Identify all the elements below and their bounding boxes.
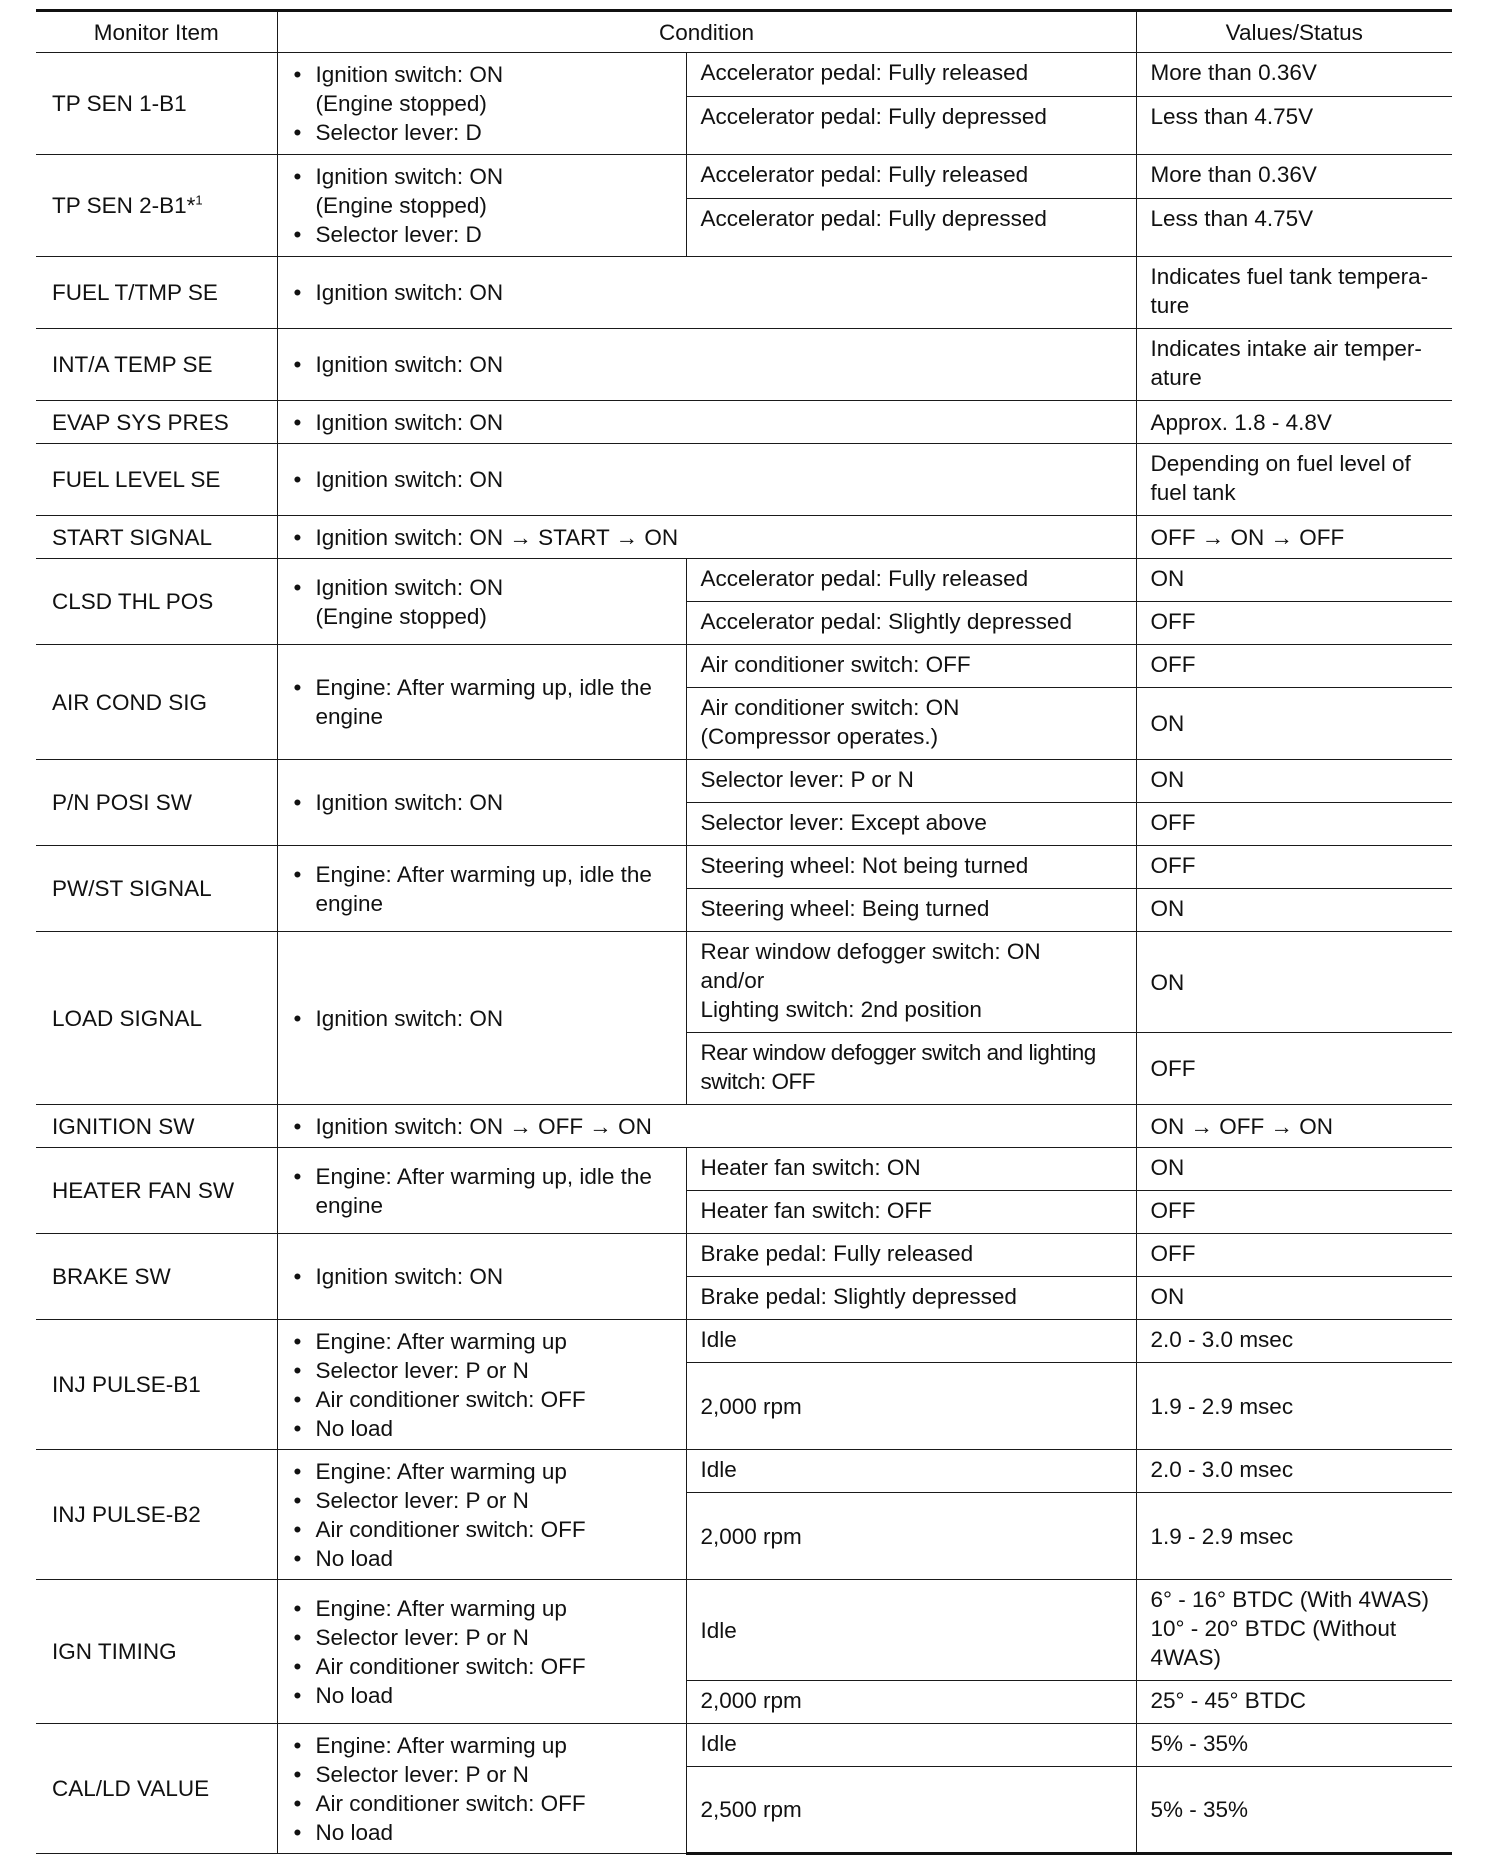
condition-bullet: • Air conditioner switch: OFF: [292, 1515, 672, 1544]
monitor-item: IGNITION SW: [36, 1105, 277, 1148]
condition-sub: 2,000 rpm: [686, 1363, 1136, 1450]
monitor-item: P/N POSI SW: [36, 760, 277, 846]
condition-bullet: • No load: [292, 1544, 672, 1573]
condition-sub: Accelerator pedal: Fully released: [686, 155, 1136, 199]
value-status: ON: [1136, 932, 1452, 1033]
table-row: [36, 932, 1452, 1033]
value-status: 2.0 - 3.0 msec: [1136, 1320, 1452, 1363]
value-status: OFF: [1136, 1191, 1452, 1234]
monitor-item: EVAP SYS PRES: [36, 401, 277, 444]
value-status: OFF → ON → OFF: [1136, 516, 1452, 559]
header-values-status: Values/Status: [1136, 11, 1452, 53]
table-row: [36, 444, 1452, 516]
table-row: [36, 846, 1452, 889]
monitor-item: START SIGNAL: [36, 516, 277, 559]
monitor-item: HEATER FAN SW: [36, 1148, 277, 1234]
table-row: [36, 645, 1452, 688]
table-row: [36, 1724, 1452, 1767]
value-status: 6° - 16° BTDC (With 4WAS) 10° - 20° BTDC (Without 4WAS): [1136, 1580, 1452, 1681]
condition-bullet: • Ignition switch: ON (Engine stopped): [292, 573, 672, 631]
condition-main: [277, 1320, 686, 1450]
condition-main: [277, 155, 686, 257]
condition-sub: Idle: [686, 1580, 1136, 1681]
condition-sub: 2,000 rpm: [686, 1681, 1136, 1724]
condition-main: [277, 257, 1136, 329]
monitor-item: FUEL LEVEL SE: [36, 444, 277, 516]
table-row: [36, 559, 1452, 602]
value-status: ON: [1136, 1148, 1452, 1191]
table-row: [36, 1148, 1452, 1191]
value-status: Approx. 1.8 - 4.8V: [1136, 401, 1452, 444]
condition-bullet: • Selector lever: D: [292, 118, 672, 147]
condition-bullet: • Engine: After warming up: [292, 1327, 672, 1356]
condition-bullet: • No load: [292, 1681, 672, 1710]
monitor-item: PW/ST SIGNAL: [36, 846, 277, 932]
table-row: [36, 760, 1452, 803]
condition-main: [277, 444, 1136, 516]
condition-sub: Air conditioner switch: ON (Compressor operates.): [686, 688, 1136, 760]
value-status: 5% - 35%: [1136, 1767, 1452, 1854]
condition-sub: Accelerator pedal: Slightly depressed: [686, 602, 1136, 645]
monitor-item: BRAKE SW: [36, 1234, 277, 1320]
table-row: [36, 155, 1452, 199]
condition-bullet: • Engine: After warming up: [292, 1457, 672, 1486]
condition-main: [277, 1234, 686, 1320]
condition-bullet: • Selector lever: P or N: [292, 1623, 672, 1652]
condition-sub: Brake pedal: Slightly depressed: [686, 1277, 1136, 1320]
value-status: ON: [1136, 889, 1452, 932]
condition-main: [277, 760, 686, 846]
value-status: 1.9 - 2.9 msec: [1136, 1363, 1452, 1450]
monitor-item: IGN TIMING: [36, 1580, 277, 1724]
condition-bullet: • Engine: After warming up, idle the engine: [292, 1162, 672, 1220]
condition-sub: Air conditioner switch: OFF: [686, 645, 1136, 688]
condition-bullet: • Engine: After warming up: [292, 1731, 672, 1760]
footnote-marker: 1: [195, 192, 203, 208]
value-status: OFF: [1136, 803, 1452, 846]
condition-bullet: • Selector lever: D: [292, 220, 672, 249]
condition-bullet: • Selector lever: P or N: [292, 1760, 672, 1789]
condition-sub: Accelerator pedal: Fully depressed: [686, 199, 1136, 257]
value-status: Indicates intake air temper- ature: [1136, 329, 1452, 401]
condition-main: [277, 1580, 686, 1724]
value-status: 2.0 - 3.0 msec: [1136, 1450, 1452, 1493]
value-status: ON → OFF → ON: [1136, 1105, 1452, 1148]
condition-main: [277, 846, 686, 932]
table-row: [36, 1450, 1452, 1493]
value-status: OFF: [1136, 645, 1452, 688]
condition-main: [277, 1148, 686, 1234]
condition-sub: Idle: [686, 1320, 1136, 1363]
monitor-item: TP SEN 1-B1: [36, 53, 277, 155]
condition-sub: 2,000 rpm: [686, 1493, 1136, 1580]
condition-bullet: • No load: [292, 1414, 672, 1443]
table-row: [36, 401, 1452, 444]
table-row: [36, 329, 1452, 401]
monitor-item: INJ PULSE-B2: [36, 1450, 277, 1580]
header-monitor-item: Monitor Item: [36, 11, 277, 53]
header-condition: Condition: [277, 11, 1136, 53]
value-status: OFF: [1136, 602, 1452, 645]
monitor-item: CAL/LD VALUE: [36, 1724, 277, 1854]
condition-main: [277, 559, 686, 645]
monitor-item: INJ PULSE-B1: [36, 1320, 277, 1450]
condition-bullet: • Selector lever: P or N: [292, 1356, 672, 1385]
condition-sub: Selector lever: P or N: [686, 760, 1136, 803]
condition-bullet: • Engine: After warming up, idle the engine: [292, 673, 672, 731]
condition-sub: Idle: [686, 1724, 1136, 1767]
condition-bullet: • Engine: After warming up: [292, 1594, 672, 1623]
monitor-item: FUEL T/TMP SE: [36, 257, 277, 329]
monitor-item: LOAD SIGNAL: [36, 932, 277, 1105]
condition-bullet: • Air conditioner switch: OFF: [292, 1789, 672, 1818]
condition-main: [277, 1105, 1136, 1148]
value-status: ON: [1136, 1277, 1452, 1320]
condition-bullet: • Air conditioner switch: OFF: [292, 1385, 672, 1414]
monitor-item-table: [36, 9, 1452, 1855]
value-status: Less than 4.75V: [1136, 199, 1452, 257]
condition-main: [277, 1724, 686, 1854]
condition-sub: Accelerator pedal: Fully released: [686, 559, 1136, 602]
value-status: ON: [1136, 760, 1452, 803]
condition-bullet: • Ignition switch: ON: [292, 278, 1122, 307]
condition-sub: Idle: [686, 1450, 1136, 1493]
condition-sub: Steering wheel: Being turned: [686, 889, 1136, 932]
condition-sub: 2,500 rpm: [686, 1767, 1136, 1854]
condition-bullet: • No load: [292, 1818, 672, 1847]
condition-sub: Accelerator pedal: Fully released: [686, 53, 1136, 97]
condition-sub: Rear window defogger switch and lighting switch: OFF: [686, 1033, 1136, 1105]
value-status: OFF: [1136, 1033, 1452, 1105]
table-row: [36, 257, 1452, 329]
value-status: More than 0.36V: [1136, 53, 1452, 97]
condition-bullet: • Engine: After warming up, idle the engine: [292, 860, 672, 918]
condition-sub: Brake pedal: Fully released: [686, 1234, 1136, 1277]
condition-main: [277, 1450, 686, 1580]
condition-bullet: • Air conditioner switch: OFF: [292, 1652, 672, 1681]
value-status: 5% - 35%: [1136, 1724, 1452, 1767]
condition-main: [277, 516, 1136, 559]
condition-sub: Accelerator pedal: Fully depressed: [686, 97, 1136, 155]
value-status: More than 0.36V: [1136, 155, 1452, 199]
value-status: Depending on fuel level of fuel tank: [1136, 444, 1452, 516]
condition-bullet: • Ignition switch: ON: [292, 465, 1122, 494]
table-row: [36, 1320, 1452, 1363]
table-row: [36, 1580, 1452, 1681]
condition-main: [277, 645, 686, 760]
condition-bullet: • Ignition switch: ON: [292, 1262, 672, 1291]
condition-bullet: • Selector lever: P or N: [292, 1486, 672, 1515]
condition-bullet: • Ignition switch: ON: [292, 350, 1122, 379]
condition-bullet: • Ignition switch: ON (Engine stopped): [292, 162, 672, 220]
condition-bullet: • Ignition switch: ON: [292, 788, 672, 817]
value-status: OFF: [1136, 846, 1452, 889]
header-row: [36, 11, 1452, 53]
value-status: Indicates fuel tank tempera- ture: [1136, 257, 1452, 329]
condition-sub: Selector lever: Except above: [686, 803, 1136, 846]
condition-sub: Heater fan switch: OFF: [686, 1191, 1136, 1234]
value-status: ON: [1136, 688, 1452, 760]
table-row: [36, 53, 1452, 97]
table-row: [36, 1105, 1452, 1148]
condition-sub: Rear window defogger switch: ON and/or Lighting switch: 2nd position: [686, 932, 1136, 1033]
condition-sub: Heater fan switch: ON: [686, 1148, 1136, 1191]
condition-bullet: • Ignition switch: ON: [292, 1004, 672, 1033]
condition-bullet: • Ignition switch: ON → START → ON: [292, 523, 1122, 552]
condition-bullet: • Ignition switch: ON (Engine stopped): [292, 60, 672, 118]
value-status: ON: [1136, 559, 1452, 602]
value-status: 25° - 45° BTDC: [1136, 1681, 1452, 1724]
condition-main: [277, 53, 686, 155]
value-status: Less than 4.75V: [1136, 97, 1452, 155]
condition-sub: Steering wheel: Not being turned: [686, 846, 1136, 889]
condition-main: [277, 401, 1136, 444]
monitor-item: TP SEN 2-B1*$^1$: [36, 155, 277, 257]
monitor-item: AIR COND SIG: [36, 645, 277, 760]
condition-main: [277, 932, 686, 1105]
monitor-item: CLSD THL POS: [36, 559, 277, 645]
monitor-item: INT/A TEMP SE: [36, 329, 277, 401]
table-row: [36, 516, 1452, 559]
condition-bullet: • Ignition switch: ON → OFF → ON: [292, 1112, 1122, 1141]
value-status: 1.9 - 2.9 msec: [1136, 1493, 1452, 1580]
value-status: OFF: [1136, 1234, 1452, 1277]
table-row: [36, 1234, 1452, 1277]
condition-main: [277, 329, 1136, 401]
condition-bullet: • Ignition switch: ON: [292, 408, 1122, 437]
